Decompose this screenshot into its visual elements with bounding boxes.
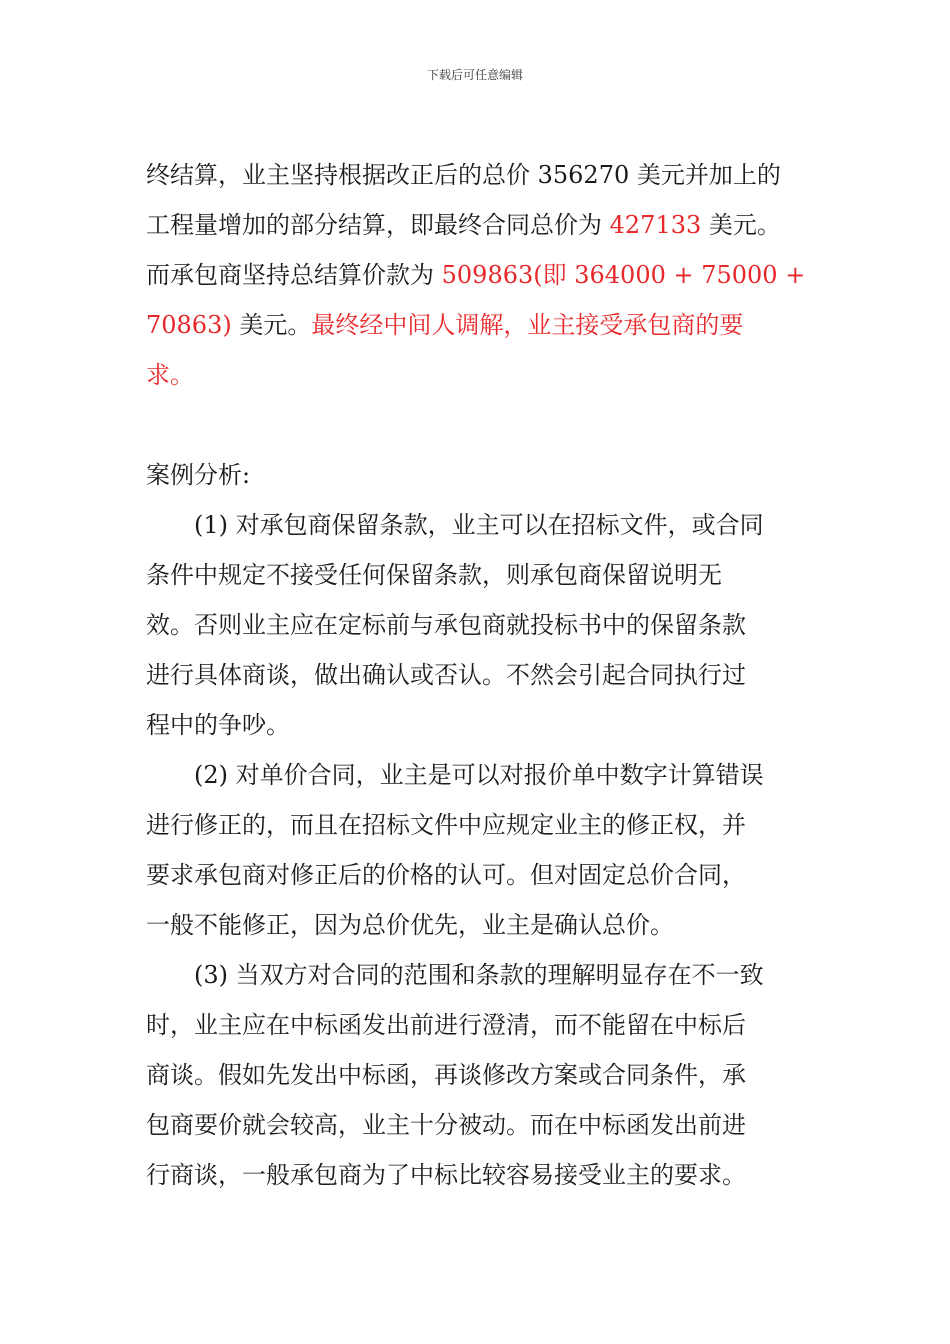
paragraph-line: (1) 对承包商保留条款，业主可以在招标文件，或合同 [194, 511, 764, 539]
paragraph-line: 一般不能修正，因为总价优先，业主是确认总价。 [146, 911, 674, 939]
paragraph-gap [146, 400, 806, 450]
final-contract-total: 427133 [609, 211, 702, 239]
intro-line-3 [146, 250, 806, 300]
intro-text: 而承包商坚持总结算价款为 [146, 261, 442, 289]
paragraph-line: 商谈。假如先发出中标函，再谈修改方案或合同条件，承 [146, 1061, 746, 1089]
intro-line-4 [146, 300, 806, 350]
paragraph-line: 包商要价就会较高，业主十分被动。而在中标函发出前进 [146, 1111, 746, 1139]
contractor-claim-total-cont: 70863) [146, 311, 232, 339]
paragraph-line: 进行修正的，而且在招标文件中应规定业主的修正权，并 [146, 811, 746, 839]
page-header: 下载后可任意编辑 [426, 68, 523, 82]
analysis-heading: 案例分析: [146, 461, 251, 489]
paragraph-line: 效。否则业主应在定标前与承包商就投标书中的保留条款 [146, 611, 746, 639]
intro-line-2 [146, 200, 806, 250]
intro-line-1: 终结算，业主坚持根据改正后的总价 356270 美元并加上的 [146, 161, 781, 189]
paragraph-line: 行商谈，一般承包商为了中标比较容易接受业主的要求。 [146, 1161, 746, 1189]
intro-text: 美元。 [231, 311, 312, 339]
paragraph-line: (2) 对单价合同，业主是可以对报价单中数字计算错误 [194, 761, 764, 789]
contractor-claim-total: 509863(即 364000 + 75000 + [441, 261, 806, 289]
paragraph-line: (3) 当双方对合同的范围和条款的理解明显存在不一致 [194, 961, 764, 989]
paragraph-line: 条件中规定不接受任何保留条款，则承包商保留说明无 [146, 561, 722, 589]
intro-text: 工程量增加的部分结算，即最终合同总价为 [146, 211, 610, 239]
analysis-paragraph-2 [146, 750, 806, 950]
paragraph-line: 要求承包商对修正后的价格的认可。但对固定总价合同， [146, 861, 746, 889]
mediation-result: 最终经中间人调解，业主接受承包商的要 [311, 311, 744, 339]
paragraph-line: 时，业主应在中标函发出前进行澄清，而不能留在中标后 [146, 1011, 746, 1039]
analysis-paragraph-3 [146, 950, 806, 1200]
intro-line-5: 求。 [146, 361, 194, 389]
paragraph-line: 程中的争吵。 [146, 711, 290, 739]
intro-text: 美元。 [701, 211, 781, 239]
document-body [146, 150, 806, 1200]
analysis-paragraph-1 [146, 500, 806, 750]
paragraph-line: 进行具体商谈，做出确认或否认。不然会引起合同执行过 [146, 661, 746, 689]
